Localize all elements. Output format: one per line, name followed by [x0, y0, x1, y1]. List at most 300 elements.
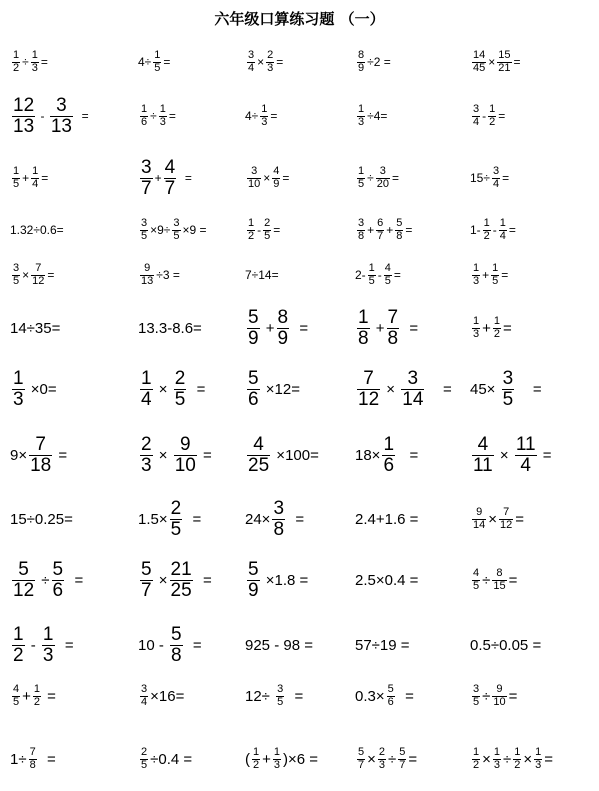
expression-text: = [38, 750, 56, 768]
numerator: 1 [248, 217, 255, 230]
numerator: 1 [13, 49, 20, 62]
fraction [493, 747, 501, 770]
denominator: 7 [141, 177, 152, 199]
expression-text: 1.5× [138, 510, 168, 528]
denominator: 3 [31, 61, 38, 74]
expression-text: 45× [470, 380, 500, 398]
denominator: 5 [13, 695, 20, 708]
denominator: 13 [141, 274, 154, 287]
exercise-item [245, 92, 277, 140]
exercise-item [138, 255, 180, 295]
exercise-item [355, 736, 417, 782]
exercise-item [470, 552, 517, 608]
expression-text: - [482, 109, 487, 123]
expression-text: = [401, 319, 419, 337]
fraction [140, 158, 153, 198]
exercise-item [10, 300, 60, 356]
expression-text: = [41, 171, 49, 185]
fraction [472, 747, 480, 770]
expression-text: 57÷19 = [355, 636, 410, 654]
fraction [502, 369, 515, 409]
fraction [272, 166, 280, 189]
numerator: 5 [171, 624, 182, 646]
fraction [12, 369, 25, 409]
numerator: 1 [483, 217, 490, 230]
fraction [472, 104, 480, 127]
numerator: 1 [42, 624, 54, 646]
denominator: 5 [277, 695, 284, 708]
exercise-item [355, 152, 399, 204]
expression-text: 1.32÷0.6= [10, 223, 64, 237]
fraction [174, 435, 197, 475]
expression-text: 1÷ [10, 750, 27, 768]
numerator: 1 [358, 307, 369, 329]
denominator: 4 [473, 115, 480, 128]
expression-text: × [154, 380, 172, 398]
expression-text: 24× [245, 510, 271, 528]
numerator: 7 [35, 262, 42, 275]
fraction [140, 104, 148, 127]
fraction [12, 96, 35, 136]
fraction [368, 263, 376, 286]
numerator: 3 [492, 165, 500, 178]
numerator: 12 [13, 95, 35, 117]
numerator: 1 [383, 434, 395, 456]
expression-text: + [367, 223, 375, 237]
exercise-item [245, 736, 318, 782]
denominator: 9 [277, 327, 289, 349]
expression-text: = [291, 319, 309, 337]
expression-text: = [282, 171, 290, 185]
expression-text: + [154, 171, 162, 185]
expression-text: = [287, 510, 305, 528]
denominator: 2 [33, 695, 41, 708]
fraction [31, 263, 45, 286]
fraction [29, 747, 37, 770]
expression-text: 10 - [138, 636, 169, 654]
exercise-item [355, 92, 387, 140]
fraction [499, 218, 507, 241]
expression-text: + [482, 268, 490, 282]
exercise-item [10, 674, 56, 718]
denominator: 8 [396, 229, 403, 242]
expression-text: = [184, 510, 202, 528]
numerator: 5 [248, 559, 259, 581]
expression-text: 4÷ [138, 55, 152, 69]
expression-text: = [194, 571, 212, 589]
expression-text: = [508, 687, 518, 705]
denominator: 12 [358, 388, 380, 410]
numerator: 5 [248, 368, 259, 390]
expression-text: = [188, 380, 206, 398]
expression-text: ÷ [388, 750, 397, 768]
expression-text: = [66, 571, 84, 589]
fraction [387, 308, 400, 348]
numerator: 7 [363, 368, 374, 390]
numerator: 2 [264, 217, 271, 230]
denominator: 2 [13, 61, 20, 74]
numerator: 1 [33, 683, 41, 696]
fraction [12, 560, 35, 600]
denominator: 5 [13, 177, 20, 190]
expression-text: ÷ [482, 687, 491, 705]
denominator: 7 [399, 758, 406, 771]
denominator: 2 [13, 644, 24, 666]
numerator: 4 [477, 434, 489, 456]
denominator: 5 [264, 229, 271, 242]
numerator: 5 [52, 559, 64, 581]
numerator: 6 [377, 217, 384, 230]
numerator: 2 [174, 368, 186, 390]
fraction [357, 747, 365, 770]
exercise-item [470, 736, 553, 782]
exercise-item [245, 42, 283, 82]
expression-text: = [47, 268, 55, 282]
denominator: 10 [174, 454, 196, 476]
denominator: 5 [368, 274, 375, 287]
expression-text: ÷2 = [367, 55, 391, 69]
numerator: 21 [170, 559, 192, 581]
expression-text: - [377, 268, 382, 282]
denominator: 2 [483, 229, 490, 242]
denominator: 3 [473, 327, 480, 340]
fraction [513, 747, 521, 770]
expression-text: = [276, 55, 284, 69]
denominator: 5 [384, 274, 391, 287]
denominator: 3 [13, 388, 24, 410]
exercise-item [138, 210, 207, 250]
expression-text: = [516, 380, 542, 398]
denominator: 8 [387, 327, 399, 349]
exercise-row [0, 360, 599, 418]
fraction [247, 218, 255, 241]
exercise-item [138, 674, 184, 718]
expression-text: ( [245, 750, 250, 768]
denominator: 11 [473, 454, 493, 476]
expression-text: ×0= [26, 380, 57, 398]
denominator: 14 [473, 518, 486, 531]
numerator: 3 [173, 217, 180, 230]
fraction [387, 684, 395, 707]
exercise-item [245, 490, 304, 548]
fraction [31, 50, 39, 73]
exercise-item [245, 674, 303, 718]
exercise-row [0, 425, 599, 485]
fraction [140, 263, 154, 286]
exercise-item [10, 92, 89, 140]
expression-text: × [22, 268, 30, 282]
numerator: 1 [493, 315, 501, 328]
numerator: 3 [277, 683, 284, 696]
expression-text: = [198, 446, 212, 464]
exercise-item [470, 300, 512, 356]
expression-text: 925 - 98 = [245, 636, 313, 654]
numerator: 1 [499, 217, 506, 230]
fraction [52, 560, 65, 600]
numerator: 1 [493, 746, 501, 759]
denominator: 6 [387, 695, 394, 708]
exercise-item [245, 300, 308, 356]
expression-text: 13.3-8.6= [138, 319, 202, 337]
exercise-item [470, 92, 505, 140]
numerator: 5 [248, 307, 259, 329]
numerator: 1 [473, 315, 480, 328]
exercise-item [10, 210, 64, 250]
denominator: 3 [159, 115, 166, 128]
exercise-item [10, 552, 83, 608]
denominator: 2 [514, 758, 521, 771]
fraction [170, 625, 183, 665]
numerator: 1 [273, 746, 281, 759]
expression-text: - [257, 223, 262, 237]
exercise-item [245, 618, 313, 672]
exercise-item [138, 360, 205, 418]
fraction [472, 50, 486, 73]
numerator: 15 [498, 49, 511, 62]
numerator: 7 [503, 506, 510, 519]
expression-text: = [391, 171, 399, 185]
expression-text: ÷ [482, 571, 491, 589]
numerator: 1 [358, 103, 365, 116]
expression-text: + [22, 687, 31, 705]
expression-text: 0.3× [355, 687, 385, 705]
numerator: 3 [407, 368, 419, 390]
numerator: 3 [473, 683, 480, 696]
fraction [398, 747, 406, 770]
fraction [491, 263, 499, 286]
denominator: 3 [273, 758, 281, 771]
exercise-row [0, 92, 599, 140]
denominator: 2 [248, 229, 255, 242]
denominator: 5 [141, 229, 148, 242]
numerator: 7 [387, 307, 399, 329]
fraction [276, 684, 284, 707]
exercise-item [470, 210, 516, 250]
numerator: 3 [248, 49, 255, 62]
denominator: 7 [358, 758, 365, 771]
denominator: 5 [473, 579, 480, 592]
denominator: 5 [358, 177, 365, 190]
exercise-item [138, 552, 212, 608]
fraction [247, 166, 261, 189]
expression-text: = [538, 446, 552, 464]
fraction [472, 568, 480, 591]
denominator: 7 [164, 177, 176, 199]
fraction [472, 684, 480, 707]
denominator: 9 [273, 177, 280, 190]
fraction [272, 499, 285, 539]
fraction [382, 435, 395, 475]
exercise-row [0, 618, 599, 672]
exercise-item [470, 152, 509, 204]
numerator: 1 [473, 746, 480, 759]
fraction [492, 568, 506, 591]
exercise-item [138, 42, 170, 82]
denominator: 2 [253, 758, 260, 771]
fraction [12, 50, 20, 73]
exercise-item [10, 360, 57, 418]
fraction [170, 499, 183, 539]
exercise-item [470, 255, 508, 295]
exercise-item [138, 152, 192, 204]
exercise-item [355, 300, 418, 356]
numerator: 3 [141, 217, 148, 230]
exercise-item [470, 618, 541, 672]
exercise-item [355, 618, 410, 672]
denominator: 9 [248, 579, 259, 601]
denominator: 5 [141, 758, 148, 771]
denominator: 3 [261, 115, 268, 128]
fraction [263, 218, 271, 241]
expression-text: ÷ [503, 750, 512, 768]
numerator: 1 [492, 262, 499, 275]
fraction [499, 507, 513, 530]
expression-text: = [40, 55, 48, 69]
denominator: 5 [492, 274, 499, 287]
denominator: 21 [498, 61, 511, 74]
numerator: 4 [473, 567, 480, 580]
exercise-item [10, 42, 48, 82]
exercise-item [10, 152, 48, 204]
numerator: 1 [31, 49, 38, 62]
denominator: 3 [42, 644, 54, 666]
expression-text: × [367, 750, 376, 768]
numerator: 3 [358, 217, 365, 230]
expression-text: = [56, 636, 74, 654]
denominator: 3 [358, 115, 365, 128]
denominator: 13 [13, 115, 35, 137]
numerator: 1 [368, 262, 375, 275]
denominator: 4 [520, 454, 531, 476]
expression-text: ÷4= [367, 109, 388, 123]
exercise-item [138, 736, 192, 782]
fraction [472, 435, 494, 475]
denominator: 3 [473, 274, 480, 287]
exercise-item [355, 552, 418, 608]
denominator: 3 [141, 454, 152, 476]
numerator: 5 [387, 683, 394, 696]
numerator: 1 [13, 165, 20, 178]
denominator: 5 [473, 695, 480, 708]
fraction [31, 166, 39, 189]
numerator: 11 [515, 434, 536, 456]
exercise-item [10, 736, 56, 782]
exercise-item [355, 425, 418, 485]
numerator: 3 [473, 103, 480, 116]
expression-text: = [508, 223, 516, 237]
expression-text: 15÷ [470, 171, 490, 185]
denominator: 6 [383, 454, 395, 476]
expression-text: = [508, 571, 518, 589]
fraction [247, 50, 255, 73]
expression-text: = [168, 109, 176, 123]
denominator: 14 [402, 388, 424, 410]
denominator: 5 [170, 518, 182, 540]
fraction [247, 369, 260, 409]
exercise-item [138, 300, 202, 356]
numerator: 3 [56, 95, 67, 117]
expression-text: + [261, 319, 275, 337]
exercise-item [138, 490, 201, 548]
denominator: 10 [493, 695, 506, 708]
fraction [266, 50, 274, 73]
exercise-row [0, 255, 599, 295]
numerator: 2 [267, 49, 274, 62]
denominator: 20 [376, 177, 389, 190]
expression-text: × [257, 55, 265, 69]
fraction [488, 104, 496, 127]
denominator: 2 [473, 758, 480, 771]
numerator: 1 [514, 746, 521, 759]
exercise-row [0, 552, 599, 608]
numerator: 9 [496, 683, 503, 696]
exercise-item [245, 360, 300, 418]
numerator: 2 [378, 746, 386, 759]
fraction [472, 316, 480, 339]
fraction [395, 218, 403, 241]
denominator: 5 [154, 61, 161, 74]
exercise-item [355, 674, 414, 718]
expression-text: 18× [355, 446, 381, 464]
expression-text: 14÷35= [10, 319, 61, 337]
expression-text: = [426, 380, 452, 398]
fraction [42, 625, 55, 665]
fraction [277, 308, 290, 348]
denominator: 8 [171, 644, 182, 666]
exercise-item [470, 425, 552, 485]
fraction [29, 435, 52, 475]
fraction [357, 104, 365, 127]
exercise-item [138, 92, 176, 140]
denominator: 9 [358, 61, 365, 74]
fraction [357, 308, 370, 348]
expression-text: = [178, 171, 192, 185]
expression-text: = [498, 109, 506, 123]
denominator: 5 [173, 229, 180, 242]
numerator: 3 [379, 165, 386, 178]
numerator: 5 [358, 746, 365, 759]
exercise-item [470, 42, 521, 82]
expression-text: ÷ [37, 571, 50, 589]
numerator: 9 [476, 506, 483, 519]
fraction [247, 435, 270, 475]
numerator: 3 [13, 262, 20, 275]
numerator: 1 [253, 746, 260, 759]
expression-text: ÷3 = [156, 268, 180, 282]
expression-text: + [22, 171, 30, 185]
exercise-item [470, 360, 542, 418]
expression-text: 7÷14= [245, 268, 279, 282]
denominator: 4 [499, 229, 506, 242]
expression-text: = [163, 55, 171, 69]
fraction [12, 684, 20, 707]
numerator: 1 [473, 262, 480, 275]
denominator: 6 [52, 579, 64, 601]
denominator: 2 [493, 327, 501, 340]
fraction [483, 218, 491, 241]
exercise-item [245, 152, 289, 204]
expression-text: = [515, 510, 525, 528]
expression-text: × [488, 55, 496, 69]
fraction [472, 263, 480, 286]
numerator: 1 [261, 103, 268, 116]
numerator: 2 [141, 434, 152, 456]
denominator: 12 [32, 274, 45, 287]
expression-text: 1- [470, 223, 481, 237]
expression-text: 9× [10, 446, 28, 464]
denominator: 18 [30, 454, 52, 476]
expression-text: = [405, 223, 413, 237]
